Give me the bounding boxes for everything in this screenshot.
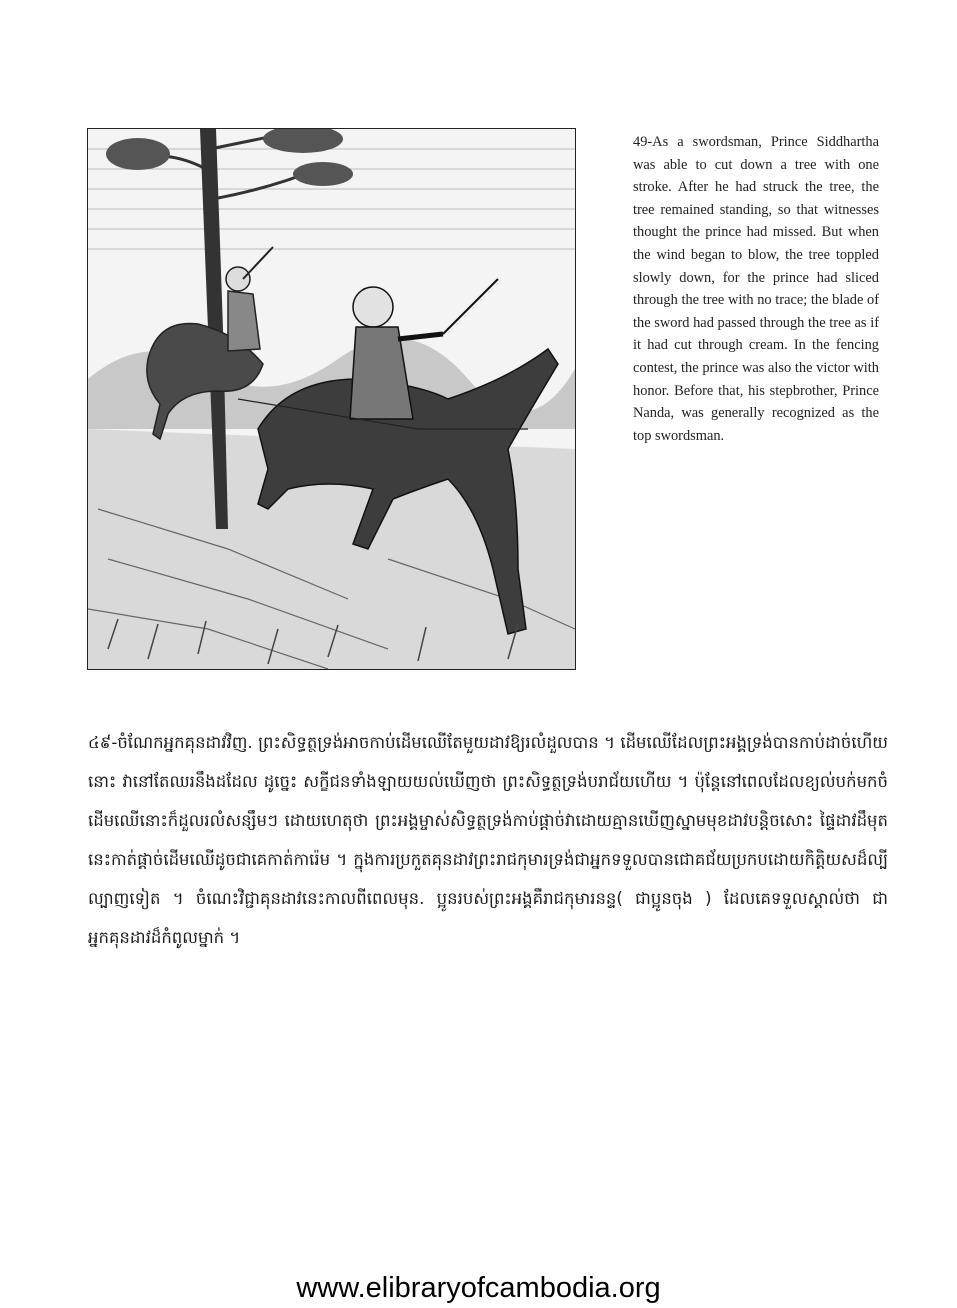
khmer-paragraph-block xyxy=(88,723,888,957)
khmer-paragraph: ៤៩-ចំណែកអ្នកគុនដាវវិញ. ព្រះសិទ្ធត្ថទ្រង់អាចកាប់ដើមឈើតែមួយដាវឱ្យរលំដួលបាន ។ ដើមឈើដែលព្រះអង្គទ្រង់បានកាប់ដាច់ហើយនោះ វានៅតែឈរនឹងដដែល ដូច្នេះ សក្ខីជនទាំងឡាយយល់ឃើញថា ព្រះសិទ្ធត្ថទ្រង់បរាជ័យហើយ ។ ប៉ុន្តែនៅពេលដែលខ្យល់បក់មកចំ ដើមឈើនោះក៏ដួលរលំសន្សឹមៗ ដោយហេតុថា ព្រះអង្គម្ចាស់សិទ្ធត្ថទ្រង់កាប់ផ្ដាច់វាដោយគ្មានឃើញស្នាមមុខដាវបន្តិចសោះ ផ្ទៃដាវដឹមុតនេះកាត់ផ្ដាច់ដើមឈើដូចជាគេកាត់ការ៉េម ។ ក្នុងការប្រកួតគុនដាវព្រះរាជកុមារទ្រង់ជាអ្នកទទួលបានជោគជ័យប្រកបដោយកិត្តិយសដ៏ល្បីល្បាញទៀត ។ ចំណេះវិជ្ជាគុនដាវនេះកាលពីពេលមុន. ប្អូនរបស់ព្រះអង្គគឺរាជកុមារនន្ទ( ជាប្អូនចុង ) ដែលគេទទួលស្គាល់ថា ជាអ្នកគុនដាវដ៏កំពូលម្នាក់ ។ xyxy=(88,733,888,947)
illustration-caption xyxy=(633,131,879,447)
sword-riders-illustration xyxy=(87,128,576,670)
caption-text: 49-As a swordsman, Prince Siddhartha was able to cut down a tree with one stroke. After he had struck the tree, the tree remained standing, so that witnesses thought the prince had missed. But when the wind began to blow, the tree toppled slowly down, for the prince had sliced through the tree with no trace; the blade of the sword had passed through the tree as if it had cut through cream. In the fencing contest, the prince was also the victor with honor. Before that, his stepbrother, Prince Nanda, was generally recognized as the top swordsman. xyxy=(633,134,879,444)
footer-url: www.elibraryofcambodia.org xyxy=(296,1272,661,1304)
